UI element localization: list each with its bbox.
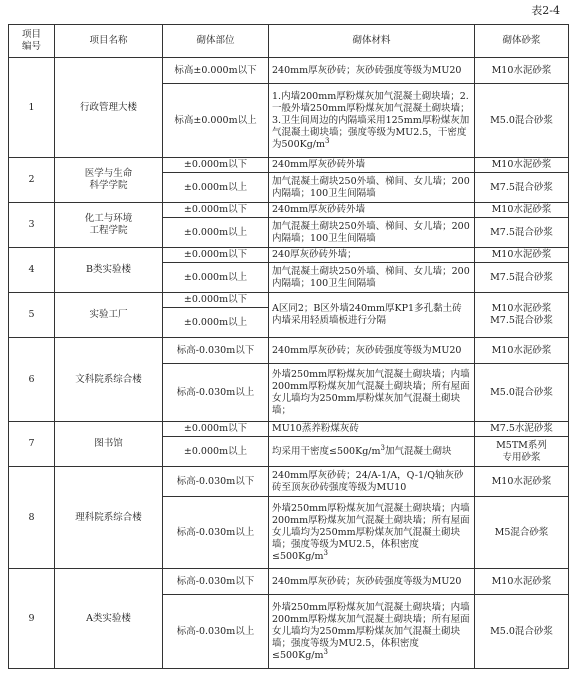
masonry-part: ±0.000m以上	[163, 308, 269, 338]
masonry-material	[269, 58, 475, 84]
material-text: 加气混凝土砌块250外墙、梯间、女儿墙；200内隔墙；100卫生间隔墙	[272, 175, 470, 199]
masonry-material	[269, 293, 475, 338]
material-unit-exponent: 3	[323, 548, 328, 557]
mortar: M5混合砂浆	[475, 497, 569, 569]
table-caption: 表2-4	[531, 4, 560, 17]
project-no: 8	[9, 467, 55, 569]
material-text: A区同2；B区外墙240mm厚KP1多孔黏土砖 内墙采用轻质墙板进行分隔	[272, 303, 462, 326]
table-row	[9, 293, 569, 308]
mortar: M10水泥砂浆	[475, 569, 569, 595]
project-name: 实验工厂	[55, 293, 163, 338]
masonry-part: 标高-0.030m以上	[163, 497, 269, 569]
material-text: 240mm厚灰砂砖外墙	[272, 159, 366, 170]
material-text: MU10蒸养粉煤灰砖	[272, 423, 359, 434]
project-no: 3	[9, 203, 55, 248]
table-row	[9, 203, 569, 218]
project-name: 文科院系综合楼	[55, 338, 163, 422]
masonry-material	[269, 84, 475, 158]
masonry-material	[269, 338, 475, 364]
mortar: M10水泥砂浆	[475, 338, 569, 364]
mortar: M5.0混合砂浆	[475, 595, 569, 669]
mortar: M7.5混合砂浆	[475, 218, 569, 248]
masonry-material	[269, 364, 475, 422]
material-text: 240mm厚灰砂砖；灰砂砖强度等级为MU20	[272, 64, 462, 76]
masonry-part: ±0.000m以下	[163, 422, 269, 437]
masonry-part: ±0.000m以下	[163, 158, 269, 173]
masonry-part: 标高-0.030m以下	[163, 338, 269, 364]
mortar: M5.0混合砂浆	[475, 84, 569, 158]
masonry-material	[269, 218, 475, 248]
project-name: 图书馆	[55, 422, 163, 467]
table-row	[9, 158, 569, 173]
header-mortar: 砌体砂浆	[475, 25, 569, 58]
masonry-part: 标高±0.000m以上	[163, 84, 269, 158]
table-row	[9, 58, 569, 84]
mortar: M7.5混合砂浆	[475, 173, 569, 203]
header-row	[9, 25, 569, 58]
table-row	[9, 569, 569, 595]
masonry-part: ±0.000m以上	[163, 173, 269, 203]
material-text: 240厚灰砂砖外墙；	[272, 249, 357, 260]
project-no: 6	[9, 338, 55, 422]
project-no: 9	[9, 569, 55, 669]
material-text: 240mm厚灰砂砖外墙	[272, 204, 366, 215]
masonry-part: 标高-0.030m以上	[163, 364, 269, 422]
project-name: 理科院系综合楼	[55, 467, 163, 569]
mortar: M10水泥砂浆	[475, 248, 569, 263]
mortar: M5TM系列 专用砂浆	[475, 437, 569, 467]
masonry-material	[269, 158, 475, 173]
masonry-material	[269, 263, 475, 293]
project-name: B类实验楼	[55, 248, 163, 293]
masonry-material	[269, 569, 475, 595]
header-masonry-material: 砌体材料	[269, 25, 475, 58]
material-unit-exponent: 3	[380, 443, 385, 452]
mortar: M10水泥砂浆	[475, 467, 569, 497]
table-row	[9, 467, 569, 497]
material-text-suffix: 加气混凝土砌块	[384, 445, 452, 457]
table-row	[9, 248, 569, 263]
mortar: M10水泥砂浆	[475, 203, 569, 218]
header-project-name: 项目名称	[55, 25, 163, 58]
material-unit-exponent: 3	[325, 136, 330, 145]
project-name: 行政管理大楼	[55, 58, 163, 158]
material-text: 240mm厚灰砂砖；24/A-1/A，Q-1/Q轴灰砂砖至顶灰砂砖强度等级为MU10	[272, 469, 464, 493]
masonry-part: ±0.000m以上	[163, 263, 269, 293]
masonry-material	[269, 173, 475, 203]
material-text: 外墙250mm厚粉煤灰加气混凝土砌块墙；内墙200mm厚粉煤灰加气混凝土砌块墙；所有屋面女儿墙均为250mm厚粉煤灰加气混凝土砌块墙；强度等级为MU2.5，体积密度≤500Kg/m	[272, 601, 470, 661]
project-no: 4	[9, 248, 55, 293]
masonry-material	[269, 203, 475, 218]
material-text: 外墙250mm厚粉煤灰加气混凝土砌块墙；内墙200mm厚粉煤灰加气混凝土砌块墙；所有屋面女儿墙均为250mm厚粉煤灰加气混凝土砌块墙；	[272, 368, 470, 416]
masonry-part: 标高±0.000m以下	[163, 58, 269, 84]
header-project-no: 项目 编号	[9, 25, 55, 58]
masonry-material	[269, 248, 475, 263]
material-text: 240mm厚灰砂砖；灰砂砖强度等级为MU20	[272, 575, 462, 587]
material-text: 均采用干密度≤500Kg/m	[272, 445, 381, 457]
material-text: 1.内墙200mm厚粉煤灰加气混凝土砌块墙；2.一般外墙250mm厚粉煤灰加气混凝土砌块墙；3.卫生间周边的内隔墙采用125mm厚粉煤灰加气混凝土砌块墙；强度等级为MU2.5，干密度为500Kg/m	[272, 90, 470, 150]
masonry-part: ±0.000m以上	[163, 437, 269, 467]
masonry-part: 标高-0.030m以下	[163, 467, 269, 497]
masonry-part: 标高-0.030m以下	[163, 569, 269, 595]
material-text: 加气混凝土砌块250外墙、梯间、女儿墙；200内隔墙；100卫生间隔墙	[272, 265, 470, 289]
masonry-material	[269, 497, 475, 569]
header-masonry-part: 砌体部位	[163, 25, 269, 58]
material-text: 240mm厚灰砂砖；灰砂砖强度等级为MU20	[272, 344, 462, 356]
project-no: 7	[9, 422, 55, 467]
table-row	[9, 338, 569, 364]
project-no: 2	[9, 158, 55, 203]
table-body	[9, 58, 569, 669]
project-no: 5	[9, 293, 55, 338]
mortar: M10水泥砂浆	[475, 158, 569, 173]
masonry-part: 标高-0.030m以上	[163, 595, 269, 669]
masonry-material	[269, 595, 475, 669]
mortar: M7.5混合砂浆	[475, 263, 569, 293]
masonry-material	[269, 437, 475, 467]
material-unit-exponent: 3	[323, 647, 328, 656]
masonry-part: ±0.000m以上	[163, 218, 269, 248]
material-text: 外墙250mm厚粉煤灰加气混凝土砌块墙；内墙200mm厚粉煤灰加气混凝土砌块墙；所有屋面女儿墙均为250mm厚粉煤灰加气混凝土砌块墙；强度等级为MU2.5，体积密度≤500Kg/m	[272, 502, 470, 562]
masonry-material	[269, 422, 475, 437]
project-name: A类实验楼	[55, 569, 163, 669]
project-name: 化工与环境 工程学院	[55, 203, 163, 248]
masonry-table	[8, 24, 569, 669]
masonry-material	[269, 467, 475, 497]
mortar: M10水泥砂浆 M7.5混合砂浆	[475, 293, 569, 338]
material-text: 加气混凝土砌块250外墙、梯间、女儿墙；200内隔墙；100卫生间隔墙	[272, 220, 470, 244]
mortar: M10水泥砂浆	[475, 58, 569, 84]
mortar: M7.5水泥砂浆	[475, 422, 569, 437]
masonry-part: ±0.000m以下	[163, 293, 269, 308]
masonry-part: ±0.000m以下	[163, 203, 269, 218]
project-name: 医学与生命 科学学院	[55, 158, 163, 203]
table-row	[9, 422, 569, 437]
project-no: 1	[9, 58, 55, 158]
masonry-part: ±0.000m以下	[163, 248, 269, 263]
mortar: M5.0混合砂浆	[475, 364, 569, 422]
